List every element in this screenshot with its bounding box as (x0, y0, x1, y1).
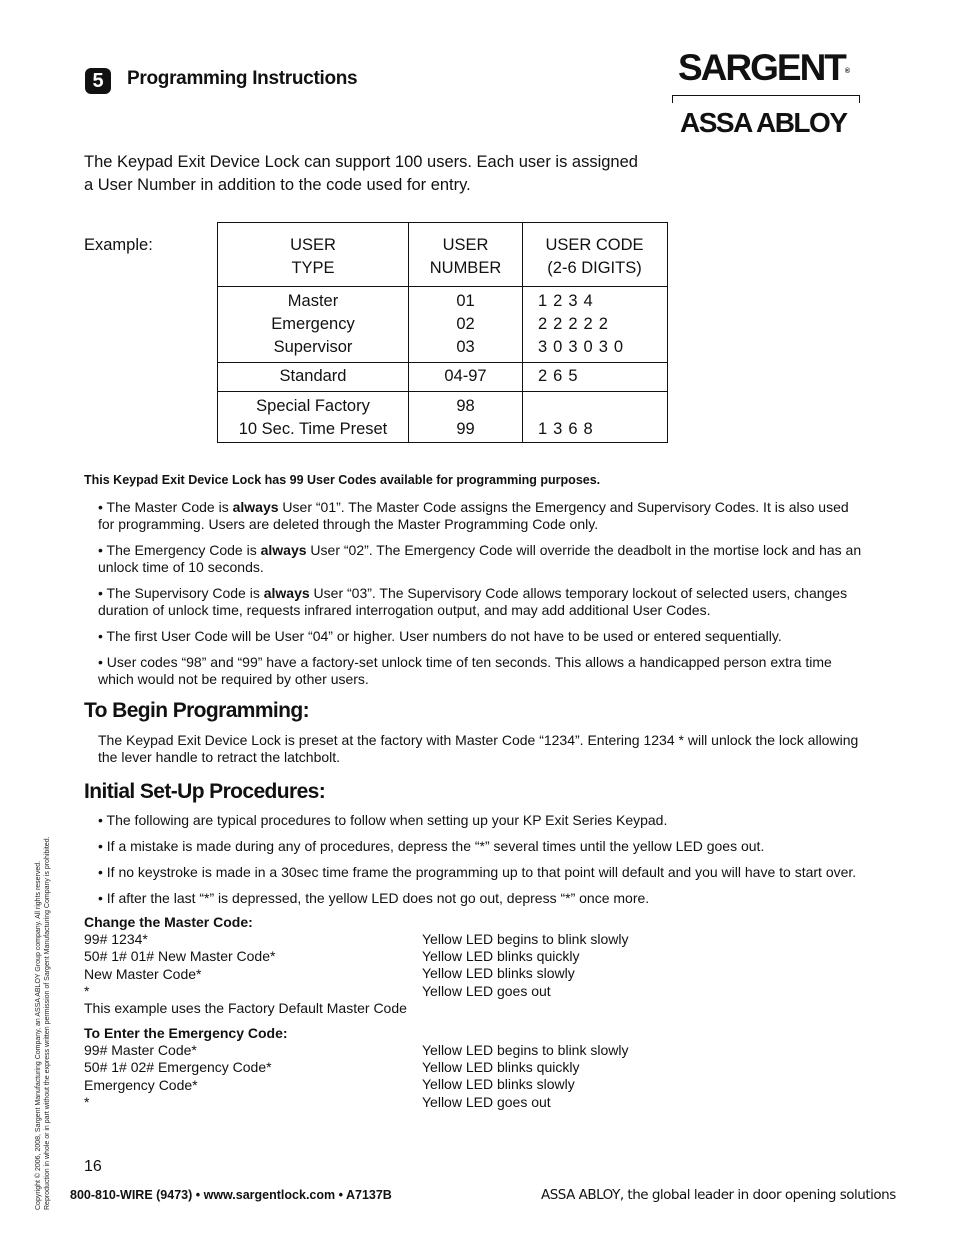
user-code-table (217, 222, 668, 443)
step-input: 99# Master Code* (84, 1042, 197, 1059)
step-input: Emergency Code* (84, 1076, 198, 1093)
change-master-note: This example uses the Factory Default Master Code (84, 1000, 407, 1017)
step-input: 50# 1# 02# Emergency Code* (84, 1059, 272, 1076)
user-number-cell: 98 99 (409, 392, 523, 443)
step-input: * (84, 1093, 90, 1110)
user-code-cell: 1368 (523, 392, 668, 443)
section-number-badge: 5 (85, 68, 111, 94)
footer-tagline: ASSA ABLOY, the global leader in door opening solutions (541, 1187, 896, 1203)
sargent-logo (678, 48, 850, 88)
table-row (218, 392, 668, 443)
begin-programming-heading: To Begin Programming: (84, 699, 310, 722)
table-header-row (218, 223, 668, 287)
assa-abloy-logo: ASSA ABLOY (680, 107, 847, 138)
setup-heading: Initial Set-Up Procedures: (84, 780, 326, 803)
step-input: 50# 1# 01# New Master Code* (84, 948, 276, 965)
example-label: Example: (84, 236, 153, 254)
step-result: Yellow LED blinks slowly (422, 1076, 575, 1093)
table-row (218, 287, 668, 363)
list-item: • The Emergency Code is always User “02”. The Emergency Code will override the deadbolt in the mortise lock and has an unlock time of 10 seconds. (98, 542, 862, 575)
step-result: Yellow LED blinks slowly (422, 965, 575, 982)
begin-programming-text: The Keypad Exit Device Lock is preset at the factory with Master Code “1234”. Entering 1234 * will unlock the lock allowing the lever handle to retract the latchbolt. (98, 732, 859, 765)
user-number-cell: 04-97 (409, 363, 523, 392)
list-item: • The first User Code will be User “04” or higher. User numbers do not have to be used or entered sequentially. (98, 628, 782, 644)
step-input: 99# 1234* (84, 931, 148, 948)
list-item: • If no keystroke is made in a 30sec time frame the programming up to that point will default and you will have to start over. (98, 864, 857, 880)
header-user-type: USER TYPE (218, 223, 409, 287)
step-input: New Master Code* (84, 965, 202, 982)
emergency-steps (84, 1025, 424, 1111)
list-item: • The Supervisory Code is always User “03”. The Supervisory Code allows temporary lockout of selected users, changes duration of unlock time, requests infrared interrogation output, and may add additional User Codes. (98, 585, 848, 618)
rules-list (98, 499, 868, 697)
logo-brand: SARGENT (678, 47, 845, 88)
header-user-code: USER CODE (2-6 DIGITS) (523, 223, 668, 287)
emergency-heading: To Enter the Emergency Code: (84, 1025, 288, 1041)
change-master-results (422, 931, 722, 1000)
user-code-cell: 1234 22222 303030 (523, 287, 668, 363)
user-type-cell: Special Factory 10 Sec. Time Preset (218, 392, 409, 443)
step-result: Yellow LED blinks quickly (422, 1059, 580, 1076)
list-item: • The Master Code is always User “01”. The Master Code assigns the Emergency and Supervisory Codes. It is also used for programming. Users are deleted through the Master Programming Code only. (98, 499, 849, 532)
user-code-note: This Keypad Exit Device Lock has 99 User Codes available for programming purposes. (84, 473, 601, 487)
header-user-number: USER NUMBER (409, 223, 523, 287)
user-type-cell: Master Emergency Supervisor (218, 287, 409, 363)
step-result: Yellow LED goes out (422, 1093, 551, 1110)
user-number-cell: 01 02 03 (409, 287, 523, 363)
logo-registered-mark: ® (844, 68, 851, 75)
change-master-heading: Change the Master Code: (84, 914, 253, 930)
setup-list (98, 812, 868, 916)
change-master-steps (84, 914, 424, 1017)
list-item: • The following are typical procedures to follow when setting up your KP Exit Series Keypad. (98, 812, 668, 828)
emergency-results (422, 1042, 722, 1111)
section-title: Programming Instructions (127, 68, 358, 89)
intro-text: The Keypad Exit Device Lock can support 100 users. Each user is assigned a User Number in addition to the code used for entry. (84, 153, 638, 194)
copyright-notice: Copyright © 2006, 2008, Sargent Manufacturing Company, an ASSA ABLOY Group company. All rights reserved. Reproduction in whole or in part without the express written permission of Sargent Manufacturing Company is prohibited. (35, 836, 51, 1210)
step-result: Yellow LED begins to blink slowly (422, 931, 629, 947)
step-result: Yellow LED begins to blink slowly (422, 1042, 629, 1058)
footer-contact: 800-810-WIRE (9473) • www.sargentlock.com • A7137B (70, 1188, 392, 1202)
logo-bracket-rule (672, 95, 860, 103)
user-type-cell: Standard (218, 363, 409, 392)
list-item: • User codes “98” and “99” have a factory-set unlock time of ten seconds. This allows a handicapped person extra time which would not be required by other users. (98, 654, 832, 687)
user-code-cell: 265 (523, 363, 668, 392)
step-input: * (84, 982, 90, 999)
list-item: • If a mistake is made during any of procedures, depress the “*” several times until the yellow LED goes out. (98, 838, 765, 854)
page-number: 16 (84, 1158, 102, 1175)
list-item: • If after the last “*” is depressed, the yellow LED does not go out, depress “*” once more. (98, 890, 650, 906)
table-row (218, 363, 668, 392)
step-result: Yellow LED goes out (422, 982, 551, 999)
step-result: Yellow LED blinks quickly (422, 948, 580, 965)
